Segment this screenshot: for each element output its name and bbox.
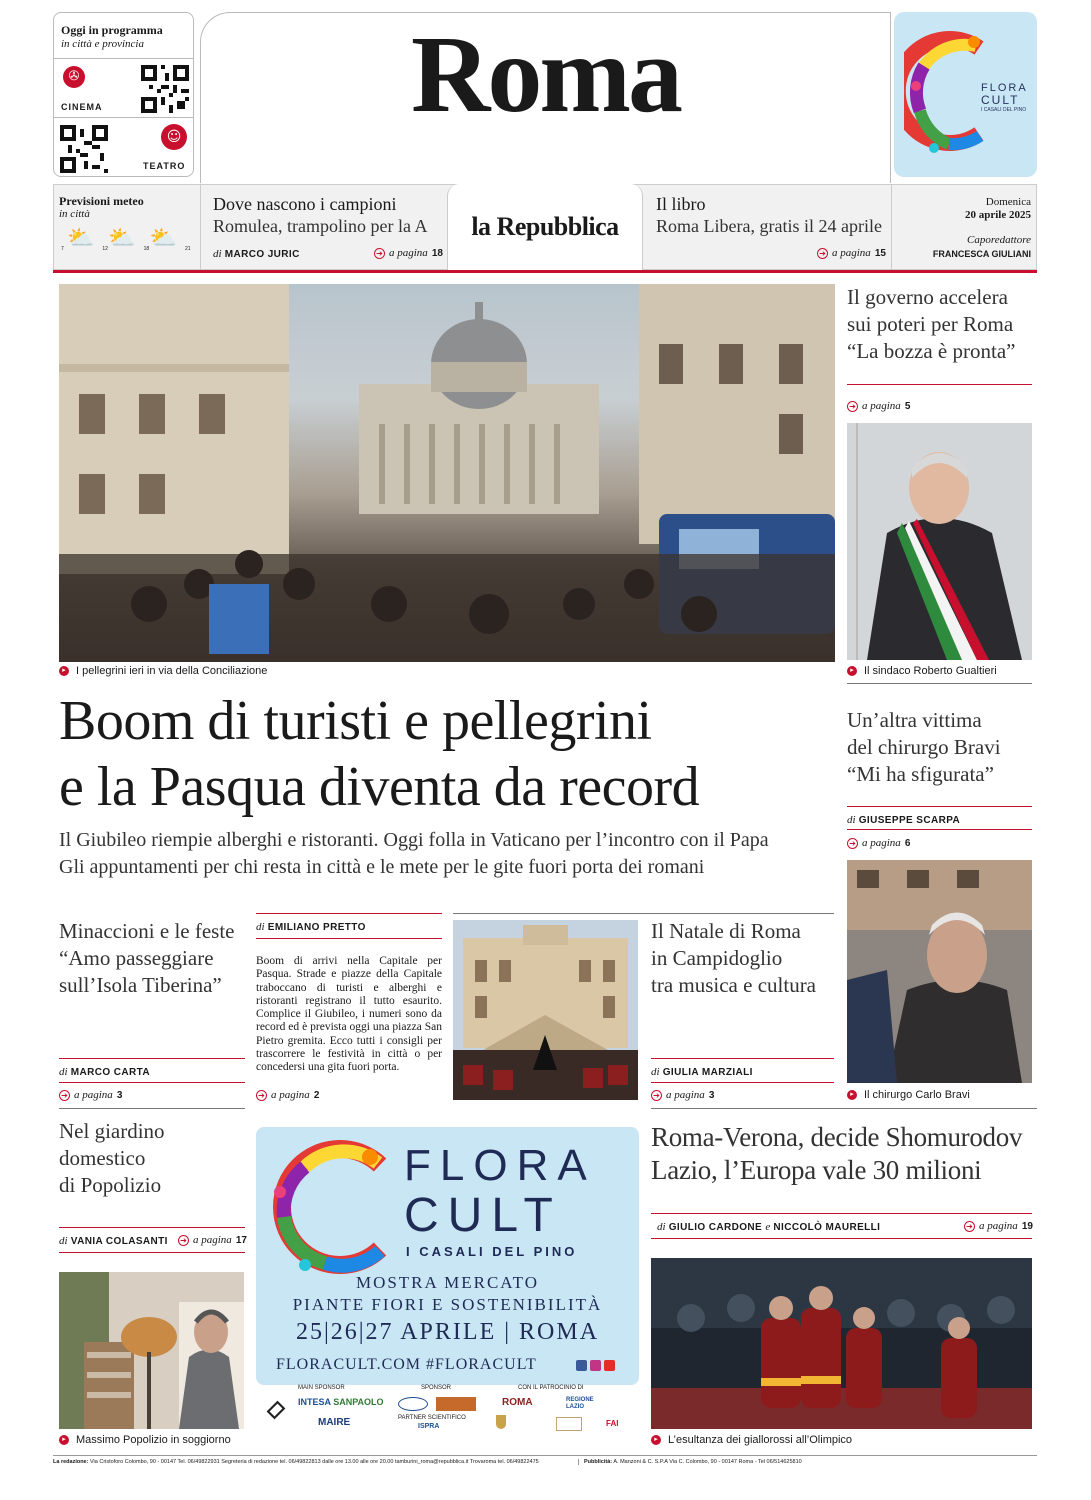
cinema-qr-code[interactable] [141, 65, 189, 113]
info-band-red-rule [53, 270, 1037, 273]
date-box [891, 184, 1037, 270]
renault-logo-icon [267, 1401, 286, 1420]
teaser-left[interactable] [200, 184, 446, 270]
camera-icon: ▸ [847, 1090, 857, 1100]
campidoglio-photo [453, 920, 638, 1100]
teaser-right-title: Roma Libera, gratis il 24 aprile [656, 216, 882, 236]
teaser-right-kicker: Il libro [656, 194, 706, 214]
bravi-photo [847, 860, 1032, 1083]
divider [847, 384, 1032, 385]
floracult-ad-c-icon [270, 1137, 395, 1277]
meteo-subtitle: in città [59, 208, 90, 220]
calcio-byline: di GIULIO CARDONE e NICCOLÒ MAURELLI [657, 1221, 881, 1233]
temp-max: 21 [184, 246, 191, 252]
divider [54, 58, 193, 59]
teatro-label: TEATRO [143, 161, 186, 171]
footer-right-text: A. Manzoni & C. S.P.A Via C. Colombo, 90 - 00147 Roma - Tel 06/514625810 [613, 1459, 802, 1465]
repubblica-logo: la Repubblica [471, 212, 619, 241]
divider [256, 938, 442, 939]
popolizio-line3: di Popolizio [59, 1173, 162, 1197]
teaser-right[interactable] [644, 184, 890, 270]
program-title: Oggi in programma [61, 23, 163, 37]
footer-right [578, 1459, 802, 1465]
camera-icon: ▸ [651, 1435, 661, 1445]
teaser-left-pageref[interactable]: ➔ a pagina 18 [374, 247, 443, 259]
date: 20 aprile 2025 [965, 209, 1031, 221]
minaccioni-pageref[interactable]: ➔ a pagina 3 [59, 1089, 122, 1101]
main-headline[interactable] [59, 688, 839, 820]
calcio-line1: Roma-Verona, decide Shomurodov [651, 1122, 1023, 1152]
partly-cloudy-icon: 18 ⛅ [143, 226, 178, 252]
main-story-body: Boom di arrivi nella Capitale per Pasqua. Strade e piazze della Capitale traboccano di turisti e alberghi e ristoranti registrano il tutto esaurito. Complice il Giubileo, i numeri sono da record ed è prevista oggi una piazza San Pietro gremita. Ecco tutti i consigli per trascorrere le festività in città o per concedersi una gita fuori porta. [256, 955, 442, 1074]
main-headline-line1: Boom di turisti e pellegrini [59, 690, 652, 752]
popolizio-photo [59, 1272, 244, 1429]
arrow-right-icon: ➔ [847, 838, 858, 849]
main-headline-line2: e la Pasqua diventa da record [59, 756, 700, 818]
floracult-line3: I CASALI DEL PINO [981, 107, 1027, 113]
ad-casali: I CASALI DEL PINO [406, 1244, 578, 1259]
floracult-line2: CULT [981, 93, 1020, 107]
chirurgo-headline[interactable] [847, 707, 1037, 788]
popolizio-byline: di VANIA COLASANTI [59, 1235, 168, 1247]
floracult-line1: FLORA [981, 82, 1028, 94]
teaser-left-byline: di MARCO JURIC [213, 248, 300, 260]
divider [59, 1227, 245, 1228]
ad-sponsor-strip [256, 1385, 639, 1433]
ad-web[interactable]: FLORACULT.COM #FLORACULT [276, 1356, 537, 1373]
theater-masks-icon: ☺ [161, 124, 187, 150]
divider [651, 1082, 834, 1083]
arrow-right-icon: ➔ [964, 1221, 975, 1232]
minaccioni-headline[interactable] [59, 918, 249, 999]
teaser-left-kicker: Dove nascono i campioni [213, 194, 397, 214]
main-subheadline [59, 827, 839, 881]
divider [59, 1252, 245, 1253]
arrow-right-icon: ➔ [651, 1090, 662, 1101]
chirurgo-byline: di GIUSEPPE SCARPA [847, 814, 961, 826]
governo-line2: sui poteri per Roma [847, 312, 1014, 336]
footer-left-text: Via Cristoforo Colombo, 90 - 00147 Tel. 06/49822931 Segreteria di redazione tel. 06/49822813 dalle ore 13.00 alle ore 20.00 tamburini_roma@repubblica.it Trovaroma tel. 06/49822475 [89, 1459, 539, 1465]
arrow-right-icon: ➔ [178, 1235, 189, 1246]
facebook-icon[interactable] [576, 1360, 587, 1371]
temp-min: 18 [143, 246, 150, 252]
ad-partner-label: PARTNER SCIENTIFICO [398, 1415, 466, 1421]
film-reel-icon: ✇ [63, 66, 85, 88]
minaccioni-line3: sull’Isola Tiberina” [59, 973, 222, 997]
pretto-pageref[interactable]: ➔ a pagina 2 [256, 1089, 319, 1101]
main-photo-caption: ▸ I pellegrini ieri in via della Conciliazione [59, 665, 267, 677]
editor-name: FRANCESCA GIULIANI [932, 249, 1031, 259]
ad-roma: ROMA [502, 1397, 533, 1408]
meteo-box [53, 184, 199, 270]
pretto-byline: di EMILIANO PRETTO [256, 921, 366, 933]
camera-icon: ▸ [59, 666, 69, 676]
minaccioni-line1: Minaccioni e le feste [59, 919, 235, 943]
partly-cloudy-icon: 7 ⛅ [61, 226, 95, 252]
teaser-left-title: Romulea, trampolino per la A [213, 216, 428, 236]
date-day: Domenica [985, 196, 1031, 208]
program-box [53, 12, 194, 177]
ad-maire: MAIRE [318, 1417, 351, 1428]
ad-regione: REGIONE LAZIO [566, 1397, 594, 1410]
masthead-box [200, 12, 891, 183]
instagram-icon[interactable] [590, 1360, 601, 1371]
divider [651, 1213, 1032, 1214]
ad-main-sponsor-label: MAIN SPONSOR [298, 1385, 345, 1391]
divider [651, 1058, 834, 1059]
divider [256, 913, 442, 914]
ad-cult: CULT [404, 1189, 562, 1242]
ad-line1: MOSTRA MERCATO [355, 1273, 540, 1292]
popolizio-line1: Nel giardino [59, 1119, 165, 1143]
editor-label: Caporedattore [967, 234, 1031, 246]
divider [453, 913, 834, 914]
footer-left [53, 1459, 539, 1465]
governo-pageref[interactable]: ➔ a pagina 5 [847, 400, 910, 412]
masthead-title: Roma [410, 13, 681, 135]
natale-line2: in Campidoglio [651, 946, 783, 970]
popolizio-headline[interactable] [59, 1118, 249, 1199]
divider [651, 1108, 1037, 1109]
teaser-right-pageref[interactable]: ➔ a pagina 15 [817, 247, 886, 259]
gualtieri-photo [847, 423, 1032, 660]
natale-line3: tra musica e cultura [651, 973, 817, 997]
floracult-corner-logo [894, 12, 1037, 177]
ad-ispra: ISPRA [418, 1423, 440, 1430]
ad-patrocinio-label: CON IL PATROCINIO DI [518, 1385, 584, 1391]
footer-right-label: Pubblicità: [584, 1459, 613, 1465]
popolizio-caption: ▸ Massimo Popolizio in soggiorno [59, 1434, 231, 1446]
partly-cloudy-icon: 12 ⛅ [102, 226, 136, 252]
divider [59, 1058, 245, 1059]
floracult-c-icon [904, 26, 989, 156]
temp-min: 12 [102, 246, 108, 252]
main-subheadline-line1: Il Giubileo riempie alberghi e ristoranti. Oggi folla in Vaticano per l’incontro con il Papa [59, 829, 769, 851]
temp-min: 7 [61, 246, 64, 252]
natale-pageref[interactable]: ➔ a pagina 3 [651, 1089, 714, 1101]
ad-flora: FLORA [404, 1141, 596, 1190]
bravi-caption: ▸ Il chirurgo Carlo Bravi [847, 1089, 970, 1101]
natale-byline: di GIULIA MARZIALI [651, 1066, 753, 1078]
popolizio-pageref[interactable]: ➔ a pagina 17 [178, 1234, 247, 1246]
divider [847, 806, 1032, 807]
arrow-right-icon: ➔ [256, 1090, 267, 1101]
sponsor-logo-2 [436, 1397, 476, 1411]
divider [59, 1082, 245, 1083]
calcio-headline[interactable] [651, 1121, 1037, 1187]
footer-rule [53, 1455, 1037, 1456]
divider [847, 829, 1032, 830]
governo-line3: “La bozza è pronta” [847, 339, 1016, 363]
natale-line1: Il Natale di Roma [651, 919, 801, 943]
gualtieri-caption: ▸ Il sindaco Roberto Gualtieri [847, 665, 997, 677]
ad-fai: FAI [606, 1419, 619, 1428]
minaccioni-line2: “Amo passeggiare [59, 946, 214, 970]
chirurgo-line3: “Mi ha sfigurata” [847, 762, 994, 786]
coat-of-arms-icon [496, 1415, 506, 1429]
camera-icon: ▸ [847, 666, 857, 676]
villa-logo-icon [556, 1417, 582, 1431]
meteo-forecast-row [61, 226, 193, 256]
main-subheadline-line2: Gli appuntamenti per chi resta in città e le mete per le gite fuori porta dei romani [59, 856, 705, 878]
chirurgo-pageref[interactable]: ➔ a pagina 6 [847, 837, 910, 849]
divider [651, 1238, 1032, 1239]
ad-dates: 25|26|27 APRILE | ROMA [295, 1319, 600, 1345]
cinema-label: CINEMA [61, 102, 103, 112]
divider [847, 683, 1032, 684]
minaccioni-byline: di MARCO CARTA [59, 1066, 150, 1078]
olimpico-caption: ▸ L’esultanza dei giallorossi all’Olimpico [651, 1434, 852, 1446]
arrow-right-icon: ➔ [817, 248, 828, 259]
natale-headline[interactable] [651, 918, 841, 999]
program-subtitle: in città e provincia [61, 38, 144, 50]
meteo-title: Previsioni meteo [59, 194, 144, 208]
repubblica-logo-box [447, 184, 643, 270]
floracult-ad[interactable] [256, 1127, 639, 1385]
governo-line1: Il governo accelera [847, 285, 1008, 309]
ad-line2: PIANTE FIORI E SOSTENIBILITÀ [292, 1295, 603, 1314]
footer-left-label: La redazione: [53, 1459, 89, 1465]
divider [59, 1108, 245, 1109]
main-photo-st-peters [59, 284, 835, 662]
arrow-right-icon: ➔ [374, 248, 385, 259]
arrow-right-icon: ➔ [59, 1090, 70, 1101]
calcio-line2: Lazio, l’Europa vale 30 milioni [651, 1155, 982, 1185]
ad-intesa: INTESA SANPAOLO [298, 1397, 384, 1407]
calcio-pageref[interactable]: ➔ a pagina 19 [964, 1220, 1033, 1232]
social-icons [576, 1360, 615, 1371]
chirurgo-line2: del chirurgo Bravi [847, 735, 1001, 759]
divider [54, 117, 193, 118]
olimpico-photo [651, 1258, 1032, 1429]
youtube-icon[interactable] [604, 1360, 615, 1371]
popolizio-line2: domestico [59, 1146, 146, 1170]
teatro-qr-code[interactable] [60, 125, 108, 173]
camera-icon: ▸ [59, 1435, 69, 1445]
sponsor-logo-1 [398, 1397, 428, 1411]
arrow-right-icon: ➔ [847, 401, 858, 412]
governo-headline[interactable] [847, 284, 1037, 365]
chirurgo-line1: Un’altra vittima [847, 708, 982, 732]
ad-sponsor-label: SPONSOR [421, 1385, 452, 1391]
